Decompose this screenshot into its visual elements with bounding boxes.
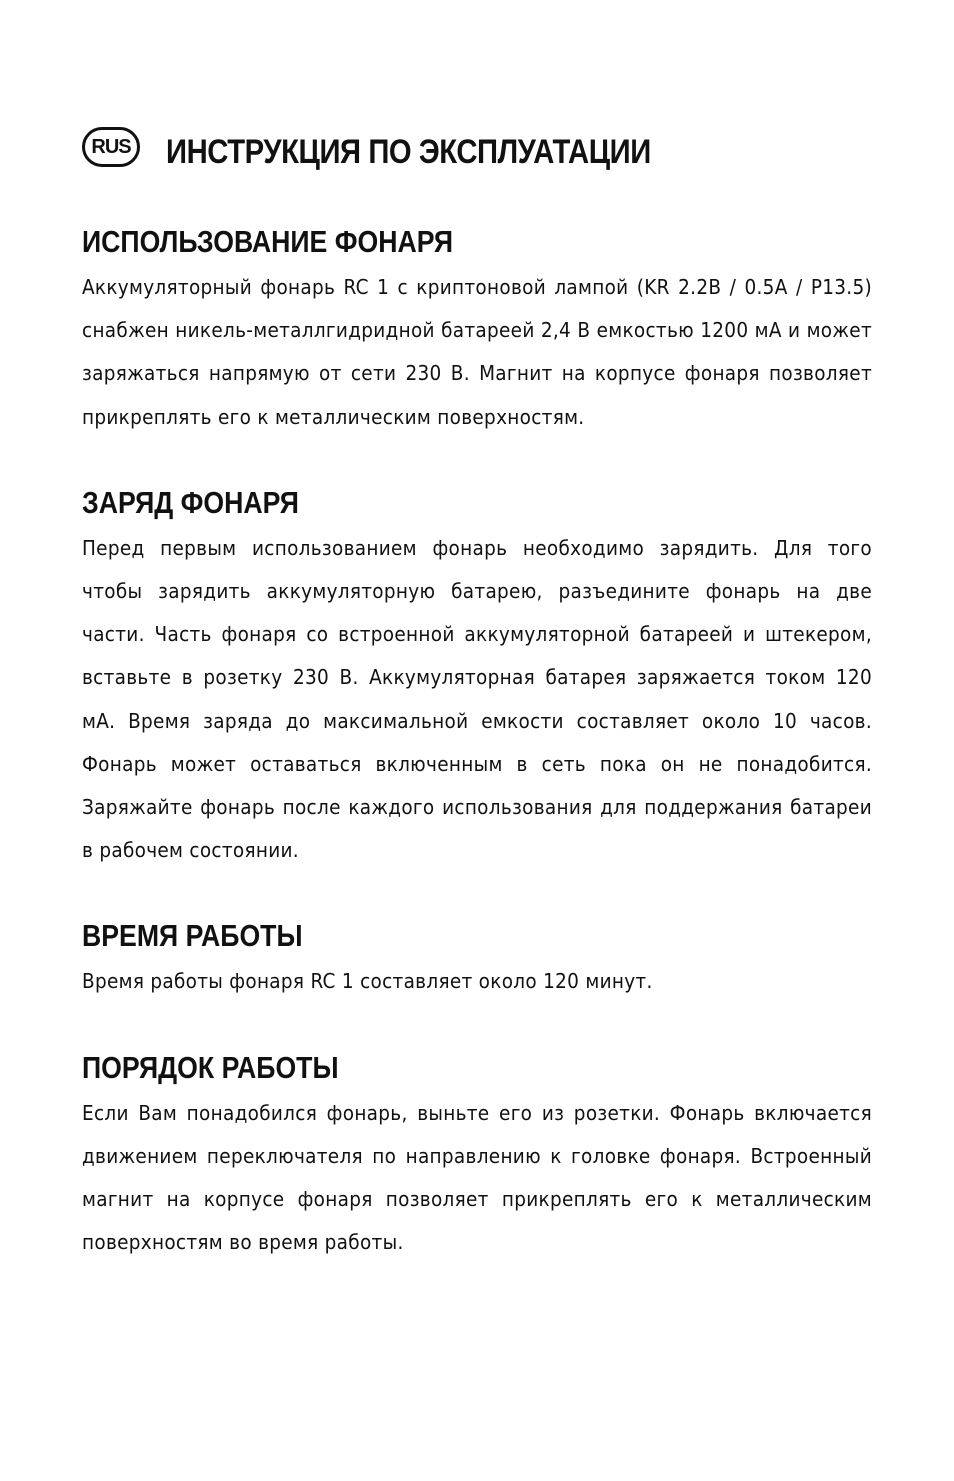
instruction-page [82, 120, 872, 1306]
section-runtime [82, 914, 872, 1003]
section-body: Если Вам понадобился фонарь, выньте его из розетки. Фонарь включается движением переключателя по направлению к головке фонаря. Встроенный магнит на корпусе фонаря позволяет прикреплять его к металлическим поверхностям во время работы. [82, 1100, 872, 1255]
section-heading: ЗАРЯД ФОНАРЯ [82, 484, 299, 520]
section-charging [82, 481, 872, 873]
section-body: Перед первым использованием фонарь необходимо зарядить. Для того чтобы зарядить аккумуляторную батарею, разъедините фонарь на две части. Часть фонаря со встроенной аккумуляторной батареей и штекером, вставьте в розетку 230 В. Аккумуляторная батарея заряжается током 120 мА. Время заряда до максимальной емкости составляет около 10 часов. Фонарь может оставаться включенным в сеть пока он не понадобится. Заряжайте фонарь после каждого использования для поддержания батареи в рабочем состоянии. [82, 535, 872, 863]
page-title: ИНСТРУКЦИЯ ПО ЭКСПЛУАТАЦИИ [166, 132, 651, 171]
page-header [82, 120, 872, 184]
section-heading: ИСПОЛЬЗОВАНИЕ ФОНАРЯ [82, 224, 454, 259]
section-heading: ПОРЯДОК РАБОТЫ [82, 1049, 339, 1085]
section-body: Время работы фонаря RC 1 составляет около 120 минут. [82, 969, 653, 994]
section-heading: ВРЕМЯ РАБОТЫ [82, 918, 303, 954]
language-badge: RUS [82, 127, 140, 167]
section-operation [82, 1046, 872, 1265]
section-usage [82, 220, 872, 439]
section-body: Аккумуляторный фонарь RC 1 с криптоновой лампой (KR 2.2B / 0.5A / P13.5) снабжен никель-металлгидридной батареей 2,4 В емкостью 1200 мА и может заряжаться напрямую от сети 230 В. Магнит на корпусе фонаря позволяет прикреплять его к металлическим поверхностям. [82, 275, 872, 429]
